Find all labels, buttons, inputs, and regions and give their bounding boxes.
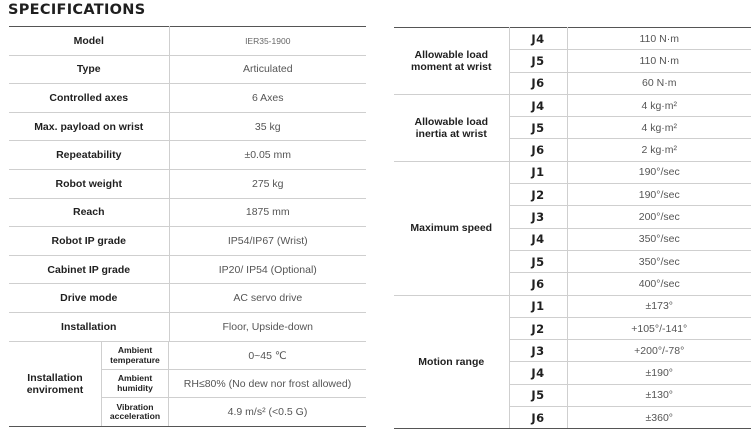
joint-row — [394, 295, 751, 317]
page-title: SPECIFICATIONS — [8, 2, 146, 18]
environment-sub-label — [102, 370, 169, 397]
spec-value: ±0.05 mm — [169, 141, 366, 170]
spec-row — [9, 198, 366, 227]
spec-row — [9, 284, 366, 313]
environment-sub-label — [102, 398, 169, 426]
environment-value: 0~45 ℃ — [248, 349, 287, 362]
joint-label: J5 — [509, 50, 567, 72]
joint-label: J1 — [509, 295, 567, 317]
environment-rows — [102, 342, 366, 426]
joint-label: J5 — [509, 250, 567, 272]
group-label — [394, 94, 509, 161]
spec-label: Type — [9, 55, 169, 84]
joint-value: ±130° — [567, 384, 751, 406]
spec-label: Installation — [9, 312, 169, 341]
spec-value: IP54/IP67 (Wrist) — [169, 227, 366, 256]
group-label-line2: inertia at wrist — [415, 127, 487, 140]
group-label-line1: Maximum speed — [410, 222, 493, 235]
joint-label: J6 — [509, 273, 567, 295]
spec-table-left — [9, 26, 366, 342]
sub-label-line1: Vibration — [116, 401, 154, 412]
spec-label: Reach — [9, 198, 169, 227]
group-label — [394, 28, 509, 95]
joint-label: J5 — [509, 117, 567, 139]
spec-row — [9, 84, 366, 113]
spec-value: 275 kg — [169, 169, 366, 198]
joint-value: 2 kg·m² — [567, 139, 751, 161]
environment-value: RH≤80% (No dew nor frost allowed) — [183, 377, 352, 390]
joint-value: 4 kg·m² — [567, 117, 751, 139]
joint-value: +105°/-141° — [567, 317, 751, 339]
joint-value: +200°/-78° — [567, 340, 751, 362]
spec-label: Model — [9, 27, 169, 56]
joint-value: 200°/sec — [567, 206, 751, 228]
joint-label: J3 — [509, 340, 567, 362]
spec-label: Max. payload on wrist — [9, 112, 169, 141]
joint-label: J4 — [509, 94, 567, 116]
group-label-line1: Motion range — [418, 355, 485, 368]
group-label-line2: moment at wrist — [410, 60, 492, 73]
environment-value: 4.9 m/s² (<0.5 G) — [227, 406, 308, 418]
group-label-line1: Allowable load — [414, 48, 488, 61]
sub-label-line2: humidity — [117, 382, 153, 393]
joint-label: J2 — [509, 184, 567, 206]
joint-label: J2 — [509, 317, 567, 339]
sub-label-line2: acceleration — [109, 411, 161, 421]
joint-value: ±360° — [567, 407, 751, 429]
spec-label: Robot weight — [9, 169, 169, 198]
spec-value: 35 kg — [169, 112, 366, 141]
spec-row — [9, 112, 366, 141]
group-label — [394, 161, 509, 295]
joint-value: 350°/sec — [567, 250, 751, 272]
joint-value: 350°/sec — [567, 228, 751, 250]
joint-label: J6 — [509, 407, 567, 429]
spec-table-right — [394, 27, 751, 429]
sub-label-line1: Ambient — [117, 345, 153, 355]
sub-label-line2: temperature — [110, 354, 160, 365]
joint-value: ±173° — [567, 295, 751, 317]
spec-value: IP20/ IP54 (Optional) — [169, 255, 366, 284]
spec-value: IER35-1900 — [169, 27, 366, 56]
joint-value: 190°/sec — [567, 184, 751, 206]
joint-label: J6 — [509, 72, 567, 94]
spec-value: AC servo drive — [169, 284, 366, 313]
group-label-line1: Allowable load — [414, 115, 488, 128]
spec-row — [9, 255, 366, 284]
joint-label: J4 — [509, 362, 567, 384]
spec-row — [9, 141, 366, 170]
spec-label: Drive mode — [9, 284, 169, 313]
spec-label: Cabinet IP grade — [9, 255, 169, 284]
spec-value: Articulated — [169, 55, 366, 84]
spec-value: Floor, Upside-down — [169, 312, 366, 341]
spec-label: Repeatability — [9, 141, 169, 170]
environment-label — [9, 342, 102, 426]
spec-row — [9, 55, 366, 84]
spec-row — [9, 169, 366, 198]
spec-row — [9, 312, 366, 341]
joint-row — [394, 28, 751, 50]
spec-label: Robot IP grade — [9, 227, 169, 256]
joint-value: 110 N·m — [567, 50, 751, 72]
sub-label-line1: Ambient — [117, 373, 153, 383]
joint-row — [394, 94, 751, 116]
joint-row — [394, 161, 751, 183]
spec-label: Controlled axes — [9, 84, 169, 113]
joint-value: 60 N·m — [567, 72, 751, 94]
spec-value: 6 Axes — [169, 84, 366, 113]
environment-label-line2: enviroment — [26, 384, 84, 396]
joint-value: 110 N·m — [567, 28, 751, 50]
joint-value: 4 kg·m² — [567, 94, 751, 116]
spec-value: 1875 mm — [169, 198, 366, 227]
joint-label: J1 — [509, 161, 567, 183]
joint-value: 190°/sec — [567, 161, 751, 183]
group-label — [394, 295, 509, 429]
environment-label-line1: Installation — [27, 372, 83, 384]
environment-block — [9, 342, 366, 427]
spec-row — [9, 27, 366, 56]
spec-row — [9, 227, 366, 256]
environment-sub-label — [102, 342, 169, 369]
joint-value: 400°/sec — [567, 273, 751, 295]
joint-label: J4 — [509, 28, 567, 50]
joint-value: ±190° — [567, 362, 751, 384]
joint-label: J6 — [509, 139, 567, 161]
joint-label: J4 — [509, 228, 567, 250]
joint-label: J3 — [509, 206, 567, 228]
joint-label: J5 — [509, 384, 567, 406]
